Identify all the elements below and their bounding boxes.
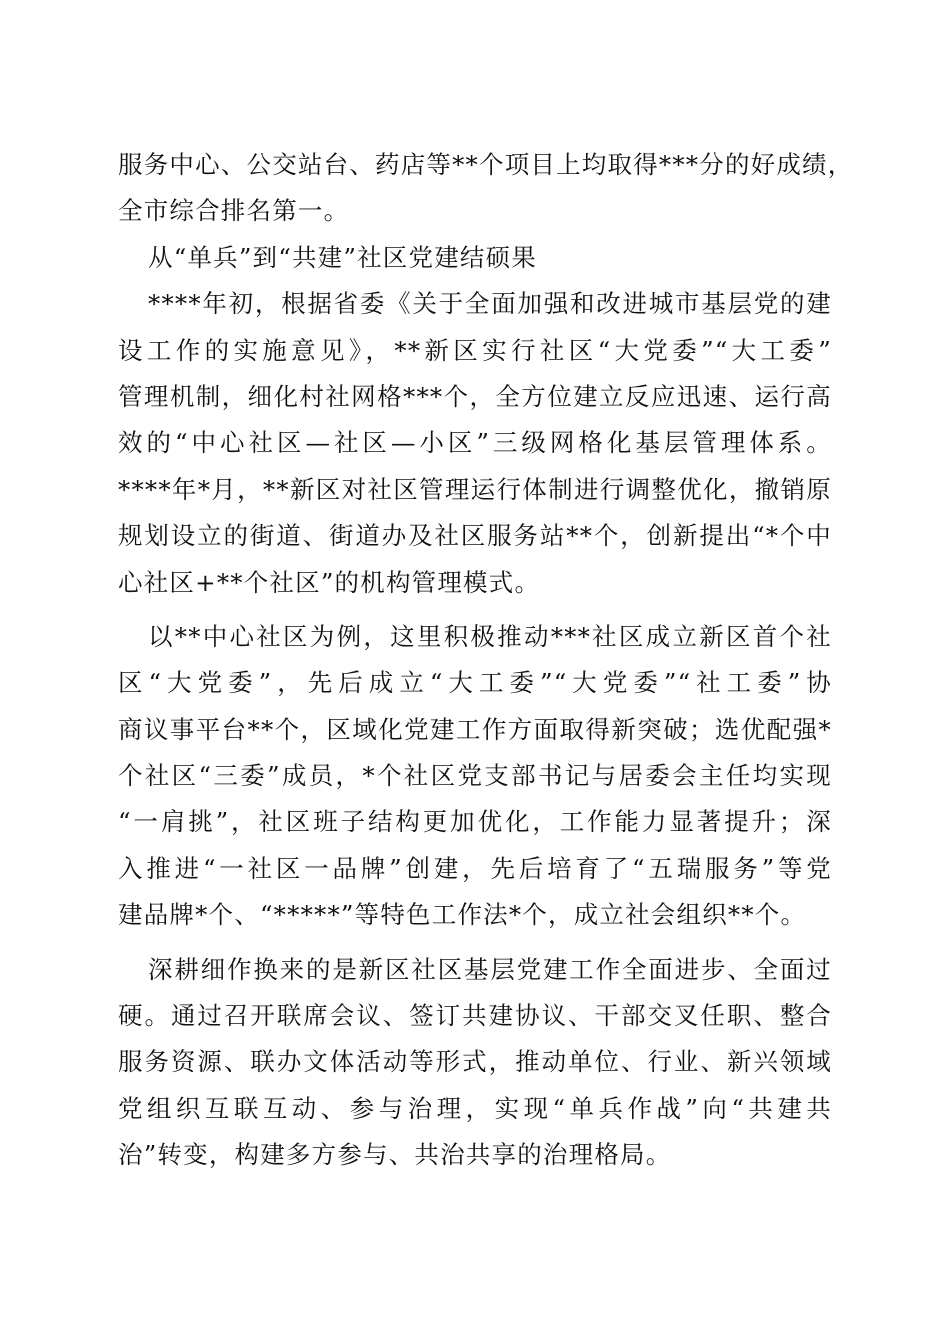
paragraph-4-line-1: 深耕细作换来的是新区社区基层党建工作全面进步、全面过 [148, 954, 832, 984]
paragraph-2-line-3: 管理机制，细化村社网格***个，全方位建立反应迅速、运行高 [118, 381, 832, 411]
paragraph-1-line-1: 服务中心、公交站台、药店等**个项目上均取得***分的好成绩， [118, 150, 854, 179]
document-body [118, 142, 854, 1179]
paragraph-3-line-7: 建品牌*个、“*****”等特色工作法*个，成立社会组织**个。 [118, 900, 807, 930]
paragraph-2-line-5: ****年*月，**新区对社区管理运行体制进行调整优化，撤销原 [118, 474, 832, 504]
paragraph-4-line-5: 治”转变，构建多方参与、共治共享的治理格局。 [118, 1140, 672, 1170]
paragraph-2-line-2: 设工作的实施意见》，**新区实行社区“大党委”“大工委” [118, 335, 832, 365]
paragraph-2-line-1: ****年初，根据省委《关于全面加强和改进城市基层党的建 [148, 289, 832, 319]
paragraph-2-line-4: 效的“中心社区—社区—小区”三级网格化基层管理体系。 [118, 428, 832, 458]
paragraph-3-line-4: 个社区“三委”成员，*个社区党支部书记与居委会主任均实现 [118, 761, 832, 791]
section-heading: 从“单兵”到“共建”社区党建结硕果 [148, 242, 537, 272]
paragraph-3-line-2: 区“大党委”，先后成立“大工委”“大党委”“社工委”协 [118, 668, 832, 698]
paragraph-4-line-2: 硬。通过召开联席会议、签订共建协议、干部交叉任职、整合 [118, 1001, 832, 1031]
paragraph-2-line-7: 心社区+**个社区”的机构管理模式。 [118, 567, 541, 597]
paragraph-2-line-6: 规划设立的街道、街道办及社区服务站**个，创新提出“*个中 [118, 521, 832, 551]
paragraph-gap [118, 939, 832, 947]
paragraph-1-line-2: 全市综合排名第一。 [118, 196, 350, 226]
paragraph-3-line-6: 入推进“一社区一品牌”创建，先后培育了“五瑞服务”等党 [118, 853, 832, 883]
paragraph-4-line-4: 党组织互联互动、参与治理，实现“单兵作战”向“共建共 [118, 1093, 832, 1123]
paragraph-gap [118, 606, 832, 614]
paragraph-3-line-1: 以**中心社区为例，这里积极推动***社区成立新区首个社 [148, 621, 832, 651]
paragraph-4-line-3: 服务资源、联办文体活动等形式，推动单位、行业、新兴领域 [118, 1047, 832, 1077]
paragraph-3-line-3: 商议事平台**个，区域化党建工作方面取得新突破；选优配强* [118, 714, 832, 744]
paragraph-3-line-5: “一肩挑”，社区班子结构更加优化，工作能力显著提升；深 [118, 807, 832, 837]
